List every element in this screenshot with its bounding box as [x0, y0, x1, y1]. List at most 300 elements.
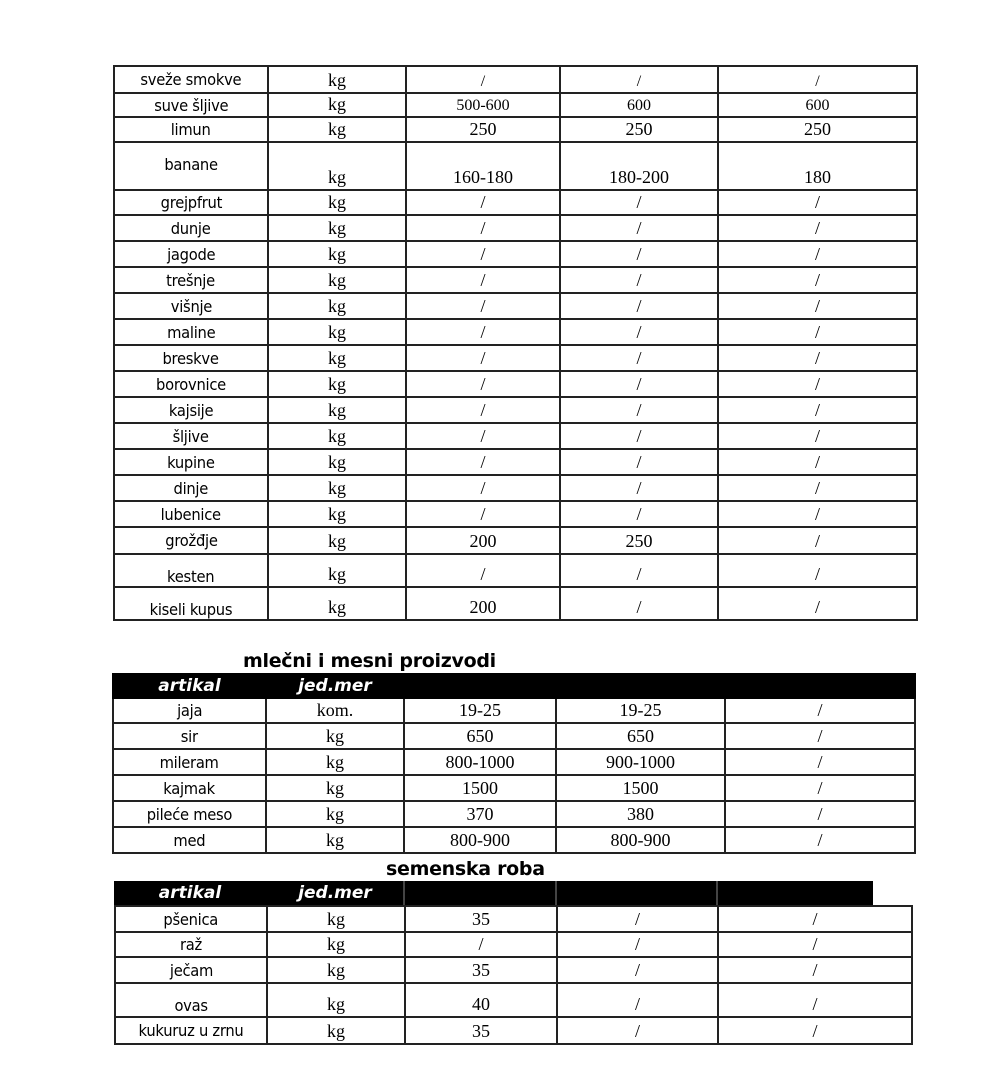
unit-text: kg — [328, 244, 346, 264]
unit-cell — [268, 142, 406, 190]
price-cell-2 — [556, 698, 725, 723]
price-3-text: / — [812, 960, 818, 980]
item-name-cell — [114, 117, 268, 142]
price-cell-1 — [405, 983, 557, 1017]
price-2-text: 650 — [627, 726, 654, 746]
price-3-text: / — [814, 192, 820, 212]
price-cell-1 — [406, 371, 560, 397]
price-cell-3 — [718, 397, 917, 423]
price-cell-2 — [556, 775, 725, 801]
table-row — [114, 241, 917, 267]
price-cell-2 — [560, 371, 718, 397]
item-name-cell — [114, 587, 268, 620]
price-cell-1 — [404, 749, 556, 775]
price-cell-1 — [406, 397, 560, 423]
item-name-text: banane — [164, 155, 218, 174]
unit-text: kg — [328, 218, 346, 238]
price-cell-3 — [718, 371, 917, 397]
price-cell-3 — [718, 983, 912, 1017]
price-cell-2 — [560, 527, 718, 554]
price-1-text: 40 — [472, 994, 490, 1014]
price-2-text: 1500 — [622, 778, 659, 798]
item-name-cell — [114, 241, 268, 267]
price-cell-1 — [406, 587, 560, 620]
price-3-text: / — [814, 270, 820, 290]
price-3-text: / — [817, 726, 823, 746]
price-cell-1 — [406, 142, 560, 190]
unit-text: kg — [328, 167, 346, 187]
table-row — [114, 345, 917, 371]
item-name-text: višnje — [170, 296, 212, 316]
price-3-text: / — [814, 322, 820, 342]
price-1-text: / — [480, 192, 486, 212]
item-name-text: jagode — [166, 244, 216, 264]
price-3-text: / — [814, 478, 820, 498]
price-2-text: / — [634, 994, 640, 1014]
unit-cell — [268, 117, 406, 142]
price-3-text: / — [817, 700, 823, 720]
table-row — [114, 397, 917, 423]
unit-cell — [268, 190, 406, 215]
unit-cell — [268, 215, 406, 241]
header-col4 — [556, 674, 725, 698]
table-row — [115, 957, 912, 983]
item-name-cell — [114, 423, 268, 449]
price-2-text: / — [636, 322, 642, 342]
price-cell-2 — [560, 449, 718, 475]
table-row — [113, 801, 915, 827]
price-2-text: 19-25 — [619, 700, 662, 720]
unit-text: kg — [328, 70, 346, 90]
price-2-text: 380 — [627, 804, 654, 824]
price-cell-3 — [718, 190, 917, 215]
price-cell-2 — [560, 345, 718, 371]
price-3-text: / — [817, 752, 823, 772]
item-name-text: ječam — [169, 960, 213, 980]
price-2-text: / — [636, 73, 642, 90]
unit-cell — [268, 397, 406, 423]
price-3-text: / — [814, 348, 820, 368]
price-3-text: / — [812, 909, 818, 929]
unit-text: kg — [328, 564, 346, 584]
item-name-cell — [114, 501, 268, 527]
price-3-text: / — [817, 830, 823, 850]
item-name-text: kiseli kupus — [149, 600, 233, 619]
item-name-text: ovas — [174, 996, 208, 1015]
unit-text: kg — [328, 322, 346, 342]
price-1-text: / — [480, 244, 486, 264]
price-2-text: / — [636, 564, 642, 584]
unit-text: kg — [328, 192, 346, 212]
price-cell-3 — [725, 749, 915, 775]
unit-text: kg — [327, 960, 345, 980]
unit-cell — [267, 1017, 405, 1044]
item-name-cell — [114, 215, 268, 241]
price-1-text: 19-25 — [459, 700, 501, 720]
price-2-text: / — [636, 270, 642, 290]
price-cell-3 — [718, 215, 917, 241]
unit-cell — [268, 241, 406, 267]
table-row — [114, 215, 917, 241]
price-3-text: / — [814, 597, 820, 617]
item-name-text: kajmak — [163, 778, 216, 798]
price-cell-1 — [406, 449, 560, 475]
price-cell-3 — [718, 117, 917, 142]
price-3-text: / — [814, 426, 820, 446]
unit-text: kg — [328, 374, 346, 394]
item-name-text: kajsije — [168, 400, 214, 420]
price-cell-3 — [718, 957, 912, 983]
item-name-cell — [114, 66, 268, 93]
price-cell-3 — [718, 932, 912, 957]
item-name-text: kukuruz u zrnu — [138, 1021, 244, 1040]
price-cell-2 — [560, 554, 718, 587]
price-cell-3 — [718, 319, 917, 345]
price-cell-2 — [556, 723, 725, 749]
unit-text: kg — [326, 752, 344, 772]
table-row — [113, 775, 915, 801]
price-cell-3 — [718, 142, 917, 190]
table-row — [114, 554, 917, 587]
price-1-text: 250 — [469, 119, 497, 139]
price-3-text: / — [812, 934, 818, 954]
price-cell-3 — [718, 423, 917, 449]
item-name-cell — [114, 449, 268, 475]
table-row — [114, 66, 917, 93]
unit-cell — [267, 932, 405, 957]
price-cell-3 — [718, 241, 917, 267]
unit-cell — [268, 423, 406, 449]
price-cell-2 — [560, 267, 718, 293]
header-jed-mer: jed.mer — [298, 883, 372, 903]
item-name-cell — [114, 319, 268, 345]
item-name-cell — [113, 698, 266, 723]
unit-text: kg — [327, 909, 345, 929]
price-1-text: / — [480, 426, 486, 446]
table-header — [113, 674, 915, 698]
unit-text: kg — [326, 804, 344, 824]
item-name-cell — [114, 190, 268, 215]
price-cell-2 — [560, 397, 718, 423]
price-cell-2 — [560, 501, 718, 527]
price-cell-2 — [557, 906, 718, 932]
unit-cell — [268, 449, 406, 475]
table-row — [115, 932, 912, 957]
price-cell-2 — [560, 319, 718, 345]
price-cell-3 — [725, 801, 915, 827]
header-col5 — [725, 674, 915, 698]
price-cell-2 — [556, 749, 725, 775]
price-cell-3 — [718, 1017, 912, 1044]
price-1-text: 35 — [472, 1021, 490, 1041]
price-cell-3 — [718, 587, 917, 620]
price-cell-1 — [406, 190, 560, 215]
header-artikal: artikal — [158, 883, 222, 903]
price-3-text: / — [814, 296, 820, 316]
unit-cell — [266, 827, 404, 853]
price-3-text: / — [814, 564, 820, 584]
fruit-price-table — [113, 65, 918, 621]
item-name-text: sir — [181, 726, 198, 746]
header-divider — [403, 881, 405, 905]
price-1-text: 160-180 — [453, 167, 513, 187]
price-cell-1 — [405, 932, 557, 957]
price-3-text: / — [814, 400, 820, 420]
unit-cell — [268, 475, 406, 501]
unit-text: kg — [327, 1021, 345, 1041]
price-cell-3 — [718, 527, 917, 554]
item-name-text: dunje — [171, 218, 211, 238]
item-name-text: raž — [180, 935, 202, 954]
item-name-cell — [113, 775, 266, 801]
price-1-text: / — [480, 374, 486, 394]
price-cell-1 — [406, 93, 560, 117]
price-2-text: / — [636, 452, 642, 472]
unit-text: kg — [328, 119, 346, 139]
table-row — [114, 117, 917, 142]
price-3-text: / — [812, 994, 818, 1014]
unit-text: kg — [326, 778, 344, 798]
item-name-text: borovnice — [156, 374, 226, 394]
item-name-cell — [115, 906, 267, 932]
item-name-text: breskve — [162, 348, 220, 368]
price-cell-3 — [718, 501, 917, 527]
table-row — [115, 983, 912, 1017]
price-1-text: / — [480, 296, 486, 316]
price-cell-1 — [405, 906, 557, 932]
item-name-cell — [114, 93, 268, 117]
table-row — [114, 371, 917, 397]
item-name-text: lubenice — [160, 504, 222, 524]
item-name-cell — [115, 957, 267, 983]
price-2-text: / — [636, 597, 642, 617]
price-cell-2 — [557, 932, 718, 957]
item-name-cell — [113, 801, 266, 827]
price-cell-1 — [404, 723, 556, 749]
unit-cell — [268, 93, 406, 117]
unit-cell — [268, 319, 406, 345]
item-name-cell — [114, 397, 268, 423]
price-cell-2 — [560, 190, 718, 215]
table-row — [114, 190, 917, 215]
price-cell-1 — [406, 267, 560, 293]
price-cell-2 — [560, 293, 718, 319]
item-name-text: dinje — [173, 478, 209, 498]
dairy-price-table — [112, 673, 916, 854]
item-name-text: grožđje — [164, 531, 218, 550]
unit-cell — [268, 527, 406, 554]
item-name-cell — [114, 293, 268, 319]
price-cell-3 — [725, 775, 915, 801]
price-cell-1 — [404, 827, 556, 853]
unit-text: kg — [328, 296, 346, 316]
price-cell-2 — [557, 983, 718, 1017]
table-row — [114, 501, 917, 527]
price-1-text: 500-600 — [456, 97, 510, 114]
price-cell-1 — [405, 1017, 557, 1044]
table-row — [114, 142, 917, 190]
price-2-text: / — [636, 374, 642, 394]
price-2-text: 600 — [627, 97, 651, 114]
price-cell-2 — [557, 957, 718, 983]
table-row — [114, 587, 917, 620]
table-row — [113, 698, 915, 723]
unit-cell — [268, 66, 406, 93]
price-2-text: / — [636, 244, 642, 264]
price-1-text: 35 — [472, 960, 490, 980]
unit-cell — [266, 801, 404, 827]
item-name-text: trešnje — [166, 270, 216, 290]
price-2-text: 180-200 — [609, 167, 669, 187]
price-1-text: / — [480, 564, 486, 584]
price-1-text: / — [480, 322, 486, 342]
price-3-text: / — [814, 244, 820, 264]
price-cell-3 — [718, 267, 917, 293]
unit-cell — [268, 501, 406, 527]
price-3-text: / — [814, 504, 820, 524]
price-1-text: / — [480, 504, 486, 524]
price-cell-2 — [560, 475, 718, 501]
item-name-text: maline — [166, 322, 216, 342]
unit-text: kg — [326, 726, 344, 746]
unit-cell — [268, 554, 406, 587]
price-2-text: / — [634, 909, 640, 929]
price-cell-1 — [406, 241, 560, 267]
unit-cell — [266, 723, 404, 749]
item-name-cell — [114, 475, 268, 501]
price-cell-2 — [560, 423, 718, 449]
price-1-text: / — [480, 400, 486, 420]
price-cell-1 — [406, 319, 560, 345]
price-1-text: 650 — [466, 726, 494, 746]
price-2-text: 250 — [625, 531, 653, 551]
price-cell-1 — [406, 117, 560, 142]
price-2-text: / — [634, 934, 640, 954]
price-3-text: / — [814, 218, 820, 238]
unit-cell — [268, 345, 406, 371]
unit-cell — [268, 371, 406, 397]
price-1-text: / — [480, 73, 486, 90]
price-cell-2 — [560, 93, 718, 117]
price-2-text: / — [636, 400, 642, 420]
table-row — [114, 93, 917, 117]
table-row — [115, 906, 912, 932]
price-1-text: 200 — [469, 597, 497, 617]
item-name-cell — [114, 554, 268, 587]
header-divider — [555, 881, 557, 905]
price-2-text: 900-1000 — [606, 752, 675, 772]
price-3-text: 180 — [804, 167, 831, 187]
seed-price-table — [114, 905, 913, 1045]
unit-text: kom. — [316, 700, 354, 720]
unit-text: kg — [327, 934, 345, 954]
table-row — [114, 475, 917, 501]
price-cell-3 — [718, 93, 917, 117]
item-name-cell — [113, 749, 266, 775]
price-cell-3 — [718, 906, 912, 932]
unit-cell — [268, 293, 406, 319]
item-name-cell — [115, 932, 267, 957]
price-2-text: / — [634, 960, 640, 980]
price-3-text: / — [814, 452, 820, 472]
item-name-cell — [114, 345, 268, 371]
price-3-text: / — [814, 374, 820, 394]
unit-cell — [267, 906, 405, 932]
unit-cell — [267, 957, 405, 983]
header-jed-mer: jed.mer — [266, 674, 404, 698]
price-2-text: / — [636, 478, 642, 498]
price-cell-2 — [560, 215, 718, 241]
price-cell-1 — [406, 423, 560, 449]
table-row — [114, 423, 917, 449]
price-3-text: / — [817, 804, 823, 824]
unit-text: kg — [328, 426, 346, 446]
item-name-cell — [114, 371, 268, 397]
item-name-text: limun — [171, 120, 211, 139]
price-2-text: / — [636, 218, 642, 238]
unit-text: kg — [328, 348, 346, 368]
unit-text: kg — [328, 400, 346, 420]
price-1-text: 370 — [466, 804, 494, 824]
price-1-text: 35 — [472, 909, 490, 929]
price-cell-2 — [557, 1017, 718, 1044]
price-1-text: 200 — [469, 531, 497, 551]
price-cell-1 — [405, 957, 557, 983]
unit-text: kg — [326, 830, 344, 850]
price-cell-2 — [560, 241, 718, 267]
price-3-text: 600 — [805, 97, 830, 114]
price-2-text: / — [636, 426, 642, 446]
unit-text: kg — [328, 478, 346, 498]
price-2-text: / — [636, 504, 642, 524]
price-1-text: / — [480, 270, 486, 290]
price-cell-3 — [718, 293, 917, 319]
price-cell-2 — [560, 142, 718, 190]
price-cell-2 — [560, 66, 718, 93]
item-name-text: kupine — [167, 452, 215, 472]
price-1-text: / — [480, 452, 486, 472]
item-name-text: suve šljive — [153, 95, 229, 115]
dairy-section-title: mlečni i mesni proizvodi — [243, 650, 496, 672]
price-cell-3 — [718, 475, 917, 501]
price-1-text: 800-1000 — [445, 752, 515, 772]
price-cell-1 — [406, 293, 560, 319]
price-1-text: 800-900 — [450, 830, 510, 850]
price-cell-2 — [560, 587, 718, 620]
table-row — [114, 267, 917, 293]
item-name-cell — [113, 827, 266, 853]
item-name-text: grejpfrut — [160, 193, 222, 212]
price-cell-2 — [556, 827, 725, 853]
price-3-text: / — [814, 531, 820, 551]
header-artikal: artikal — [113, 674, 266, 698]
price-cell-3 — [718, 554, 917, 587]
price-cell-3 — [725, 698, 915, 723]
unit-cell — [266, 775, 404, 801]
item-name-cell — [115, 1017, 267, 1044]
item-name-text: sveže smokve — [140, 70, 242, 89]
price-3-text: / — [812, 1021, 818, 1041]
price-cell-3 — [725, 827, 915, 853]
price-cell-1 — [406, 215, 560, 241]
price-cell-3 — [725, 723, 915, 749]
unit-cell — [266, 698, 404, 723]
unit-cell — [266, 749, 404, 775]
unit-text: kg — [328, 452, 346, 472]
seed-header-bar — [114, 881, 873, 905]
unit-text: kg — [328, 504, 346, 524]
unit-text: kg — [327, 994, 345, 1014]
